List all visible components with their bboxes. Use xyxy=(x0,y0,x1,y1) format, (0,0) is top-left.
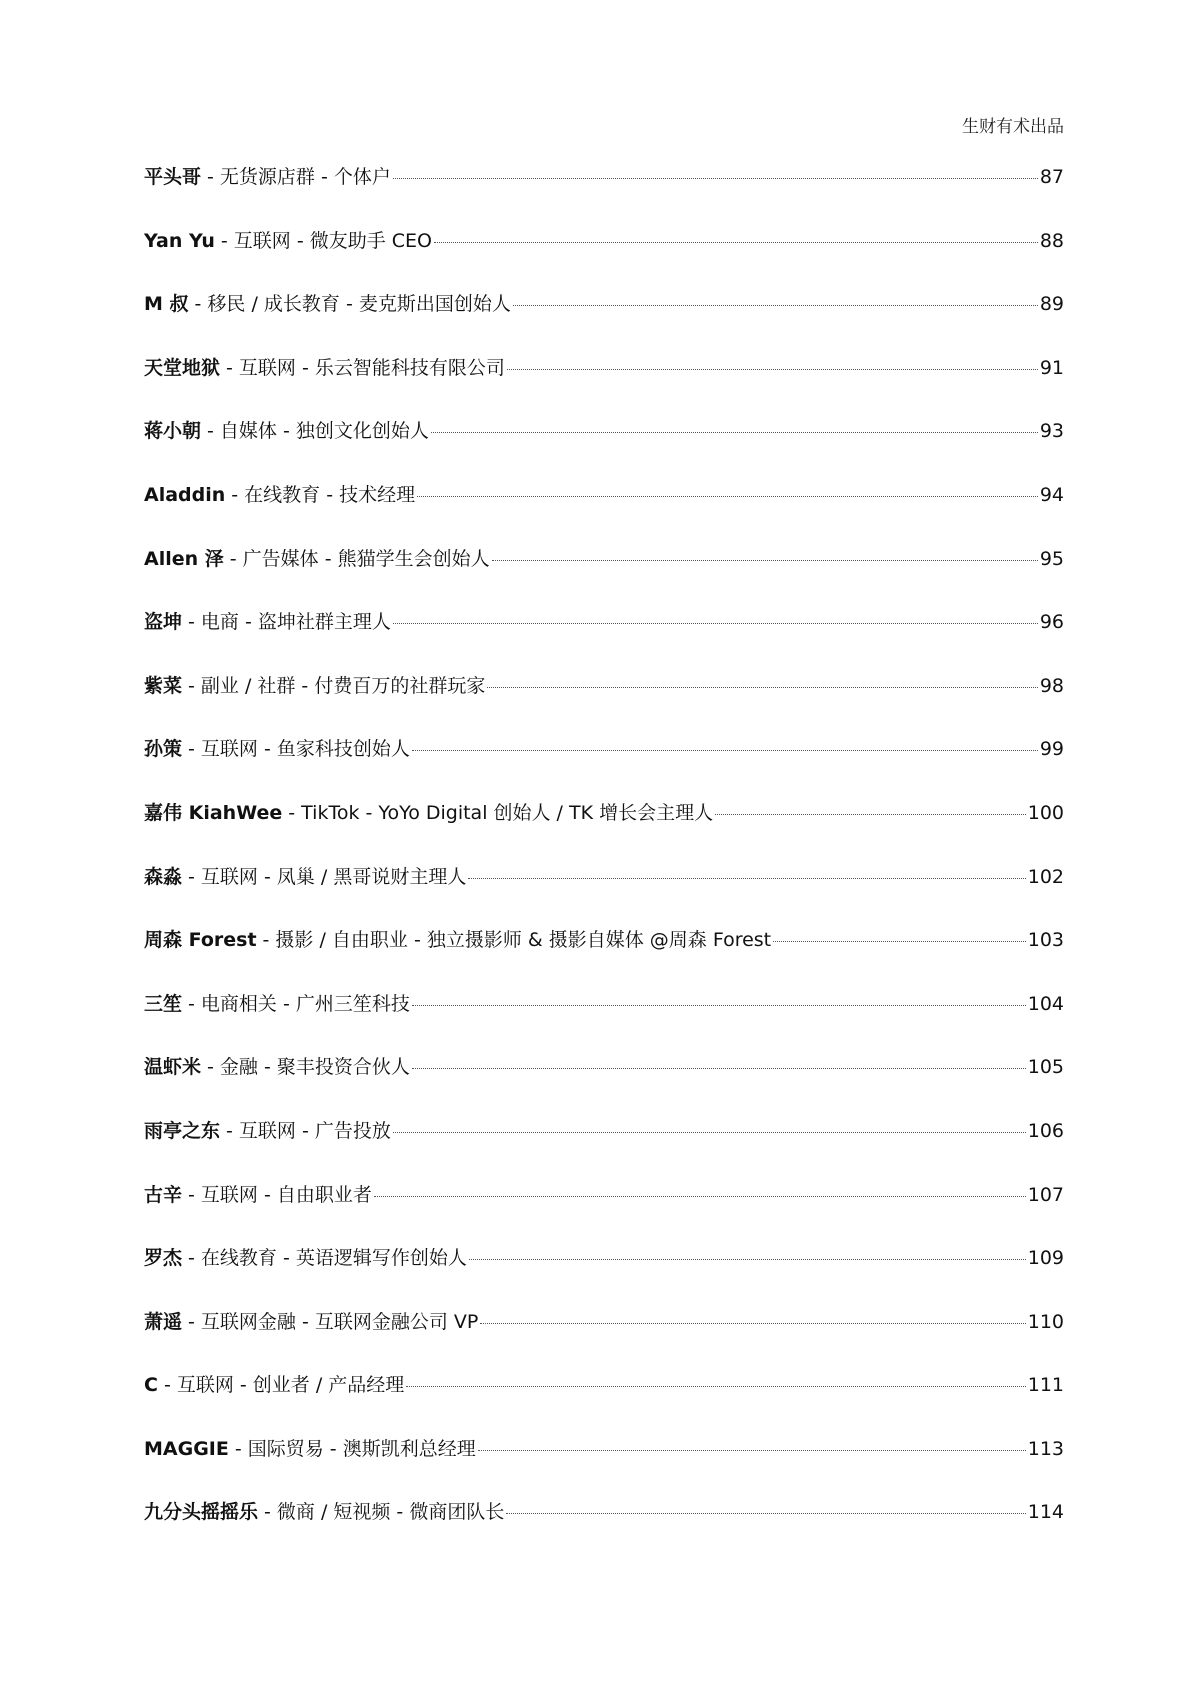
entry-page-number: 99 xyxy=(1039,738,1064,761)
dot-leader xyxy=(480,1323,1025,1324)
entry-name: 森淼 xyxy=(144,865,183,888)
page-header: 生财有术出品 xyxy=(962,117,1064,137)
entry-page-number: 100 xyxy=(1027,801,1064,824)
toc-entry[interactable] xyxy=(144,1243,1064,1307)
dot-leader xyxy=(715,814,1026,815)
toc-entry[interactable] xyxy=(144,1307,1064,1371)
entry-description: - 互联网 - 乐云智能科技有限公司 xyxy=(226,356,505,379)
entry-name: 温虾米 xyxy=(144,1056,202,1079)
dot-leader xyxy=(478,1450,1026,1451)
entry-page-number: 93 xyxy=(1039,420,1064,443)
entry-name: 古辛 xyxy=(144,1183,183,1206)
entry-page-number: 98 xyxy=(1039,674,1064,697)
entry-name: MAGGIE xyxy=(144,1437,229,1460)
dot-leader xyxy=(406,1386,1025,1387)
toc-entry[interactable] xyxy=(144,798,1064,862)
toc-entry[interactable] xyxy=(144,289,1064,353)
entry-description: - TikTok - YoYo Digital 创始人 / TK 增长会主理人 xyxy=(288,801,714,824)
entry-description: - 在线教育 - 英语逻辑写作创始人 xyxy=(188,1247,467,1270)
dot-leader xyxy=(506,1513,1025,1514)
toc-entry[interactable] xyxy=(144,862,1064,926)
dot-leader xyxy=(393,623,1038,624)
entry-description: - 电商 - 盗坤社群主理人 xyxy=(188,611,391,634)
entry-page-number: 103 xyxy=(1027,929,1064,952)
entry-page-number: 114 xyxy=(1027,1501,1064,1524)
dot-leader xyxy=(513,305,1038,306)
dot-leader xyxy=(412,1068,1026,1069)
entry-description: - 在线教育 - 技术经理 xyxy=(231,483,416,506)
toc-entry[interactable] xyxy=(144,671,1064,735)
table-of-contents xyxy=(144,162,1064,1561)
toc-entry[interactable] xyxy=(144,416,1064,480)
toc-entry[interactable] xyxy=(144,607,1064,671)
entry-name: 孙策 xyxy=(144,738,183,761)
entry-description: - 金融 - 聚丰投资合伙人 xyxy=(207,1056,410,1079)
entry-page-number: 110 xyxy=(1027,1310,1064,1333)
entry-name: 蒋小朝 xyxy=(144,420,202,443)
entry-description: - 互联网 - 凤巢 / 黑哥说财主理人 xyxy=(188,865,467,888)
entry-description: - 互联网 - 创业者 / 产品经理 xyxy=(163,1374,405,1397)
toc-entry[interactable] xyxy=(144,353,1064,417)
entry-page-number: 109 xyxy=(1027,1247,1064,1270)
toc-entry[interactable] xyxy=(144,1434,1064,1498)
entry-description: - 摄影 / 自由职业 - 独立摄影师 & 摄影自媒体 @周森 Forest xyxy=(262,929,772,952)
entry-name: 周森 Forest xyxy=(144,929,257,952)
entry-page-number: 91 xyxy=(1039,356,1064,379)
dot-leader xyxy=(773,941,1026,942)
dot-leader xyxy=(507,369,1038,370)
dot-leader xyxy=(492,560,1038,561)
entry-name: C xyxy=(144,1374,158,1397)
entry-page-number: 102 xyxy=(1027,865,1064,888)
entry-page-number: 95 xyxy=(1039,547,1064,570)
dot-leader xyxy=(412,750,1038,751)
entry-description: - 电商相关 - 广州三笙科技 xyxy=(188,992,410,1015)
toc-entry[interactable] xyxy=(144,480,1064,544)
toc-entry[interactable] xyxy=(144,226,1064,290)
entry-name: 紫菜 xyxy=(144,674,183,697)
entry-name: 罗杰 xyxy=(144,1247,183,1270)
toc-entry[interactable] xyxy=(144,1497,1064,1561)
dot-leader xyxy=(393,1132,1026,1133)
entry-description: - 互联网 - 广告投放 xyxy=(226,1119,391,1142)
entry-description: - 互联网金融 - 互联网金融公司 VP xyxy=(188,1310,479,1333)
entry-name: Aladdin xyxy=(144,483,226,506)
entry-name: 嘉伟 KiahWee xyxy=(144,801,283,824)
entry-name: 雨亭之东 xyxy=(144,1119,221,1142)
toc-entry[interactable] xyxy=(144,1116,1064,1180)
entry-description: - 互联网 - 自由职业者 xyxy=(188,1183,372,1206)
entry-description: - 广告媒体 - 熊猫学生会创始人 xyxy=(229,547,490,570)
entry-name: 九分头摇摇乐 xyxy=(144,1501,259,1524)
entry-page-number: 94 xyxy=(1039,483,1064,506)
toc-entry[interactable] xyxy=(144,162,1064,226)
toc-entry[interactable] xyxy=(144,734,1064,798)
toc-entry[interactable] xyxy=(144,925,1064,989)
entry-name: Allen 泽 xyxy=(144,547,224,570)
entry-page-number: 89 xyxy=(1039,293,1064,316)
toc-entry[interactable] xyxy=(144,989,1064,1053)
entry-description: - 互联网 - 鱼家科技创始人 xyxy=(188,738,410,761)
toc-entry[interactable] xyxy=(144,1180,1064,1244)
dot-leader xyxy=(412,1005,1026,1006)
entry-page-number: 106 xyxy=(1027,1119,1064,1142)
dot-leader xyxy=(469,1259,1026,1260)
entry-name: 三笙 xyxy=(144,992,183,1015)
dot-leader xyxy=(417,496,1038,497)
dot-leader xyxy=(374,1196,1026,1197)
entry-name: 盗坤 xyxy=(144,611,183,634)
toc-entry[interactable] xyxy=(144,1052,1064,1116)
entry-page-number: 104 xyxy=(1027,992,1064,1015)
dot-leader xyxy=(487,687,1037,688)
dot-leader xyxy=(393,178,1038,179)
dot-leader xyxy=(468,878,1025,879)
entry-description: - 移民 / 成长教育 - 麦克斯出国创始人 xyxy=(194,293,511,316)
entry-description: - 国际贸易 - 澳斯凯利总经理 xyxy=(234,1437,476,1460)
entry-page-number: 111 xyxy=(1027,1374,1064,1397)
dot-leader xyxy=(434,242,1038,243)
entry-page-number: 113 xyxy=(1027,1437,1064,1460)
entry-description: - 微商 / 短视频 - 微商团队长 xyxy=(264,1501,505,1524)
entry-description: - 副业 / 社群 - 付费百万的社群玩家 xyxy=(188,674,486,697)
entry-page-number: 105 xyxy=(1027,1056,1064,1079)
entry-description: - 自媒体 - 独创文化创始人 xyxy=(207,420,429,443)
entry-name: M 叔 xyxy=(144,293,189,316)
entry-description: - 无货源店群 - 个体户 xyxy=(207,166,391,188)
entry-page-number: 88 xyxy=(1039,229,1064,252)
toc-entry[interactable] xyxy=(144,544,1064,608)
entry-name: 天堂地狱 xyxy=(144,356,221,379)
entry-page-number: 96 xyxy=(1039,611,1064,634)
toc-entry[interactable] xyxy=(144,1370,1064,1434)
dot-leader xyxy=(431,432,1038,433)
entry-page-number: 107 xyxy=(1027,1183,1064,1206)
entry-page-number: 87 xyxy=(1039,166,1064,188)
entry-description: - 互联网 - 微友助手 CEO xyxy=(220,229,432,252)
entry-name: Yan Yu xyxy=(144,229,215,252)
entry-name: 萧遥 xyxy=(144,1310,183,1333)
entry-name: 平头哥 xyxy=(144,166,202,188)
